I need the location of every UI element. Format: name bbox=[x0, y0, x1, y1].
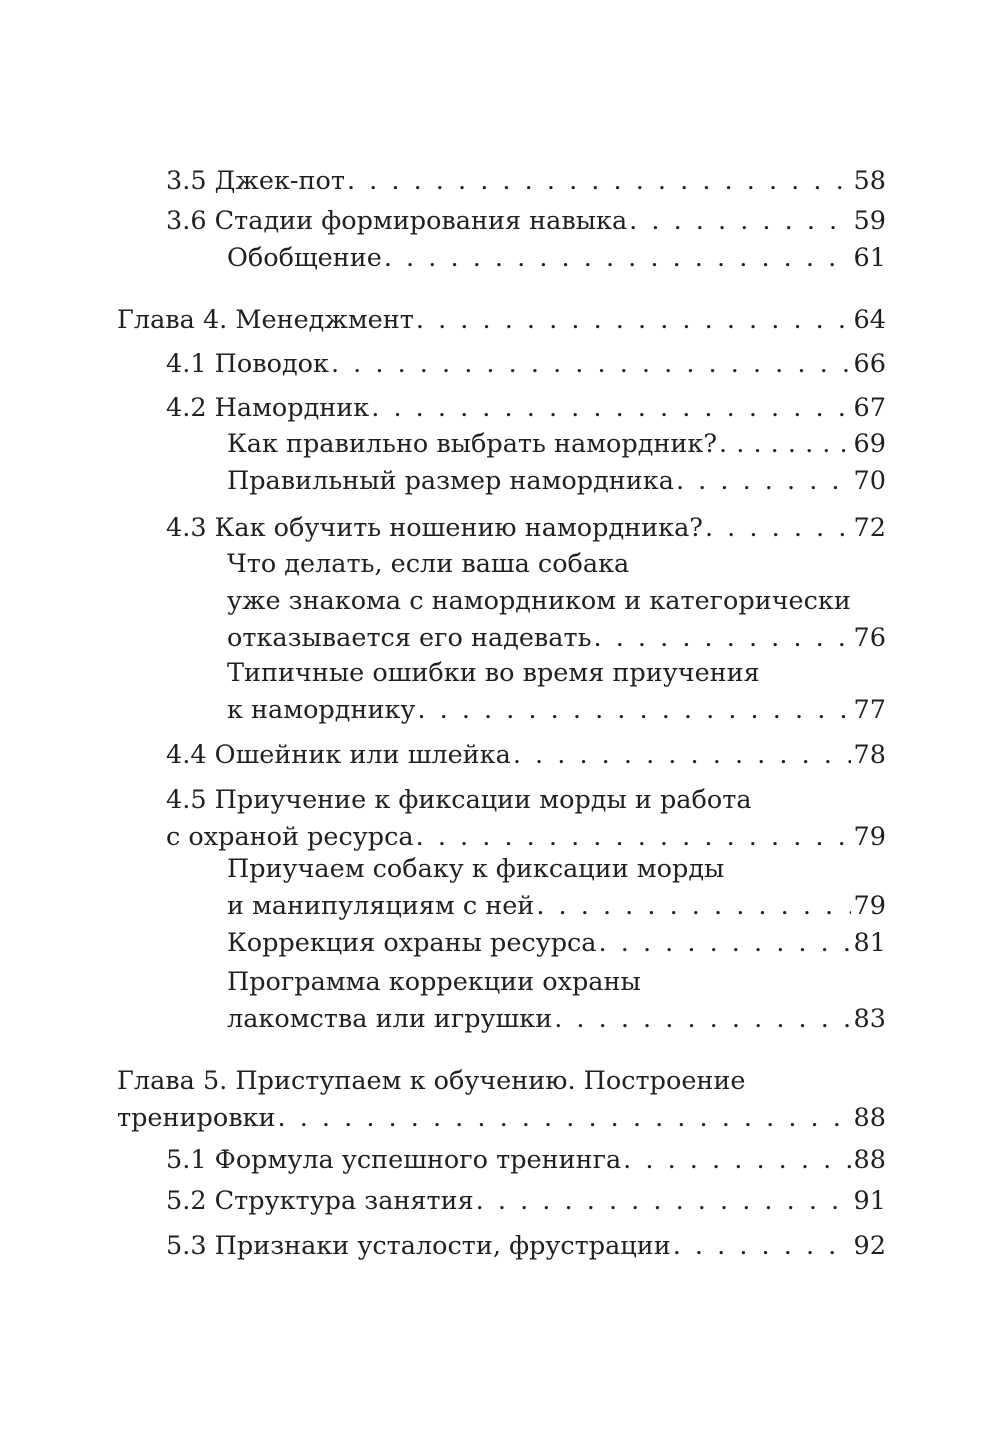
leader-dots bbox=[416, 302, 851, 339]
leader-dots bbox=[384, 240, 851, 277]
entry-title-line: лакомства или игрушки bbox=[227, 1004, 553, 1034]
toc-entry-resource-guarding-correction bbox=[227, 925, 886, 962]
leader-dots bbox=[277, 1100, 850, 1137]
entry-title: Обобщение bbox=[227, 243, 382, 273]
entry-page: 67 bbox=[853, 393, 886, 423]
entry-page: 78 bbox=[853, 740, 886, 770]
entry-page: 64 bbox=[853, 305, 886, 335]
leader-dots bbox=[593, 620, 850, 657]
entry-title: 4.3 Как обучить ношению намордника? bbox=[166, 513, 703, 543]
leader-dots bbox=[554, 1001, 850, 1038]
toc-entry-5-3 bbox=[166, 1228, 886, 1265]
toc-entry-3-5 bbox=[166, 163, 886, 200]
leader-dots bbox=[536, 888, 850, 925]
entry-title: 4.4 Ошейник или шлейка bbox=[166, 740, 511, 770]
leader-dots bbox=[417, 692, 850, 729]
toc-entry-refuses-muzzle bbox=[227, 546, 886, 657]
entry-page: 92 bbox=[853, 1231, 886, 1261]
entry-page: 77 bbox=[853, 695, 886, 725]
entry-title-line: к наморднику bbox=[227, 695, 416, 725]
entry-title-line: и манипуляциям с ней bbox=[227, 891, 535, 921]
toc-entry-5-2 bbox=[166, 1183, 886, 1220]
entry-title-line: Что делать, если ваша собака bbox=[227, 549, 630, 579]
toc-entry-4-3 bbox=[166, 510, 886, 547]
leader-dots bbox=[371, 390, 850, 427]
entry-title: 3.5 Джек-пот bbox=[166, 166, 345, 196]
toc-entry-correction-program bbox=[227, 964, 886, 1038]
entry-page: 91 bbox=[853, 1186, 886, 1216]
entry-page: 70 bbox=[853, 466, 886, 496]
leader-dots bbox=[719, 426, 851, 463]
entry-page: 88 bbox=[853, 1103, 886, 1133]
entry-page: 83 bbox=[853, 1004, 886, 1034]
toc-entry-generalization bbox=[227, 240, 886, 277]
toc-entry-choose-muzzle bbox=[227, 426, 886, 463]
entry-page: 88 bbox=[853, 1145, 886, 1175]
entry-page: 79 bbox=[853, 891, 886, 921]
leader-dots bbox=[599, 925, 851, 962]
entry-page: 69 bbox=[853, 429, 886, 459]
entry-page: 59 bbox=[853, 206, 886, 236]
entry-title: Коррекция охраны ресурса bbox=[227, 928, 597, 958]
entry-title-line: Приучаем собаку к фиксации морды bbox=[227, 854, 725, 884]
entry-title-line: отказывается его надевать bbox=[227, 623, 592, 653]
entry-page: 72 bbox=[853, 513, 886, 543]
toc-chapter-5 bbox=[117, 1063, 886, 1137]
entry-title: 4.1 Поводок bbox=[166, 349, 329, 379]
toc-entry-4-5 bbox=[166, 782, 886, 856]
entry-title-line: с охраной ресурса bbox=[166, 822, 414, 852]
entry-page: 61 bbox=[853, 243, 886, 273]
toc-entry-4-4 bbox=[166, 737, 886, 774]
toc-entry-5-1 bbox=[166, 1142, 886, 1179]
toc-entry-3-6 bbox=[166, 203, 886, 240]
entry-title: 4.2 Намордник bbox=[166, 393, 370, 423]
leader-dots bbox=[476, 1183, 851, 1220]
entry-title: 3.6 Стадии формирования навыка bbox=[166, 206, 628, 236]
entry-title-line: Программа коррекции охраны bbox=[227, 967, 641, 997]
entry-page: 81 bbox=[853, 928, 886, 958]
entry-title: Как правильно выбрать намордник? bbox=[227, 429, 718, 459]
entry-title-line: уже знакома с намордником и категорически bbox=[227, 586, 851, 616]
leader-dots bbox=[629, 203, 850, 240]
leader-dots bbox=[331, 346, 851, 383]
entry-page: 66 bbox=[853, 349, 886, 379]
toc-entry-4-2 bbox=[166, 390, 886, 427]
leader-dots bbox=[676, 463, 851, 500]
toc-chapter-4 bbox=[117, 302, 886, 339]
toc-entry-muzzle-fixation bbox=[227, 851, 886, 925]
entry-page: 79 bbox=[853, 822, 886, 852]
leader-dots bbox=[347, 163, 851, 200]
entry-title: 5.3 Признаки усталости, фрустрации bbox=[166, 1231, 671, 1261]
entry-title: Правильный размер намордника bbox=[227, 466, 674, 496]
toc-entry-typical-mistakes bbox=[227, 655, 886, 729]
leader-dots bbox=[705, 510, 851, 547]
entry-title-line: тренировки bbox=[117, 1103, 276, 1133]
entry-page: 76 bbox=[853, 623, 886, 653]
entry-title: 5.1 Формула успешного тренинга bbox=[166, 1145, 622, 1175]
leader-dots bbox=[623, 1142, 850, 1179]
entry-title-line: Типичные ошибки во время приучения bbox=[227, 658, 760, 688]
entry-title: 5.2 Структура занятия bbox=[166, 1186, 474, 1216]
toc-entry-muzzle-size bbox=[227, 463, 886, 500]
leader-dots bbox=[513, 737, 851, 774]
entry-page: 58 bbox=[853, 166, 886, 196]
entry-title-line: Глава 5. Приступаем к обучению. Построение bbox=[117, 1066, 746, 1096]
leader-dots bbox=[673, 1228, 851, 1265]
toc-entry-4-1 bbox=[166, 346, 886, 383]
entry-title-line: 4.5 Приучение к фиксации морды и работа bbox=[166, 785, 752, 815]
entry-title: Глава 4. Менеджмент bbox=[117, 305, 414, 335]
